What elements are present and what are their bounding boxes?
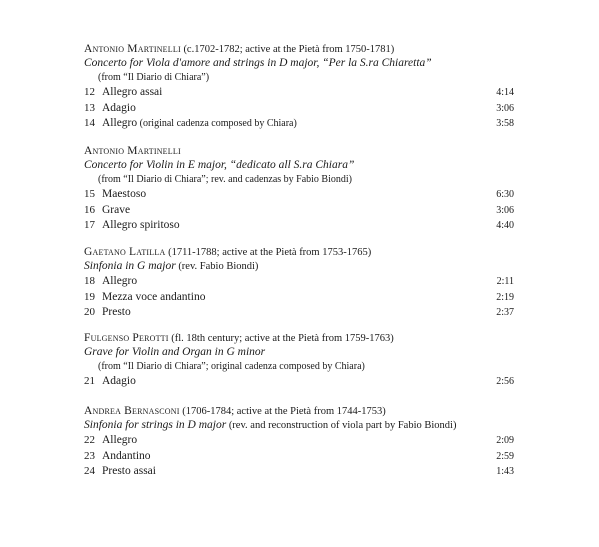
track-duration: 1:43 [496,466,514,477]
track-title: Mezza voce andantino [102,290,206,303]
track-row [84,290,514,306]
track-title-cell [102,374,474,390]
track-number: 18 [84,275,95,287]
work-title: Concerto for Violin in E major, “dedicato all S.ra Chiara” [84,159,355,171]
track-number: 16 [84,203,95,216]
track-title-cell [102,116,474,132]
composer-name: Antonio Martinelli [84,145,181,157]
track-title-cell [102,101,474,117]
track-row [84,218,514,234]
source-note: (from “Il Diario di Chiara”; original cadenza composed by Chiara) [98,361,365,372]
track-title: Presto assai [102,465,156,477]
track-number: 22 [84,434,95,446]
work-note: (rev. Fabio Biondi) [175,261,259,272]
composer-name: Gaetano Latilla [84,246,166,258]
track-title: Allegro spiritoso [102,219,180,231]
composer-name: Antonio Martinelli [84,43,181,55]
track-title: Presto [102,306,131,318]
work-title: Concerto for Viola d'amore and strings in D major, “Per la S.ra Chiaretta” [84,57,432,69]
track-title: Grave [102,203,131,216]
composer-dates: (1711-1788; active at the Pietà from 1753-1765) [165,247,372,258]
composer-line [84,404,514,418]
composer-dates: (1706-1784; active at the Pietà from 1744-1753) [179,406,386,417]
tracklist-section [84,144,514,234]
track-title: Andantino [102,449,151,462]
track-title: Allegro assai [102,86,163,98]
track-duration: 2:56 [496,376,514,387]
track-duration: 2:19 [496,291,514,303]
track-row [84,203,514,219]
composer-name: Andrea Bernasconi [84,405,180,417]
track-title: Allegro [102,275,138,287]
work-title-line [84,345,514,360]
work-title-line [84,56,514,71]
track-number: 24 [84,465,95,477]
track-duration: 6:30 [496,189,514,200]
track-row [84,187,514,203]
track-title-cell [102,187,474,203]
track-duration: 3:06 [496,204,514,216]
source-note: (from “Il Diario di Chiara”; rev. and cadenzas by Fabio Biondi) [98,174,352,185]
track-number: 15 [84,188,95,200]
track-number: 20 [84,306,95,318]
track-title-cell [102,433,474,449]
track-duration: 2:37 [496,307,514,318]
composer-line [84,42,514,56]
track-row [84,449,514,465]
track-title: Adagio [102,101,136,114]
work-title-line [84,418,514,433]
tracklist-section [84,331,514,390]
tracklist-section [84,42,514,132]
track-row [84,433,514,449]
track-number: 23 [84,449,95,462]
track-row [84,85,514,101]
track-row [84,274,514,290]
track-subtitle: (original cadenza composed by Chiara) [137,118,297,129]
track-title-cell [102,203,474,219]
track-number: 19 [84,290,95,303]
track-title: Maestoso [102,188,147,200]
track-row [84,101,514,117]
track-title-cell [102,218,474,234]
tracklist-section [84,245,514,321]
work-title-line [84,158,514,173]
track-number: 12 [84,86,95,98]
track-duration: 4:14 [496,87,514,98]
track-title-cell [102,274,474,290]
composer-dates: (fl. 18th century; active at the Pietà from 1759-1763) [168,333,394,344]
track-title-cell [102,85,474,101]
track-title: Adagio [102,375,136,387]
track-title-cell [102,290,474,306]
work-title: Grave for Violin and Organ in G minor [84,346,266,358]
track-title: Allegro [102,117,138,129]
track-number: 17 [84,219,95,231]
track-duration: 2:11 [496,276,514,287]
track-duration: 3:06 [496,102,514,114]
track-duration: 3:58 [496,118,514,129]
work-title: Sinfonia for strings in D major [84,419,227,431]
track-number: 21 [84,375,95,387]
composer-line [84,144,514,158]
tracklist-section [84,404,514,480]
track-row [84,374,514,390]
track-title-cell [102,305,474,321]
work-title: Sinfonia in G major [84,260,176,272]
composer-name: Fulgenso Perotti [84,332,169,344]
track-row [84,305,514,321]
source-note: (from “Il Diario di Chiara”) [98,72,210,83]
composer-line [84,245,514,259]
track-title-cell [102,464,474,480]
track-row [84,116,514,132]
track-duration: 4:40 [496,220,514,231]
track-duration: 2:59 [496,450,514,462]
composer-dates: (c.1702-1782; active at the Pietà from 1750-1781) [180,44,395,55]
track-duration: 2:09 [496,435,514,446]
track-number: 13 [84,101,95,114]
track-title: Allegro [102,434,138,446]
track-row [84,464,514,480]
work-title-line [84,259,514,274]
composer-line [84,331,514,345]
track-number: 14 [84,117,95,129]
track-title-cell [102,449,474,465]
work-note: (rev. and reconstruction of viola part by Fabio Biondi) [226,420,457,431]
